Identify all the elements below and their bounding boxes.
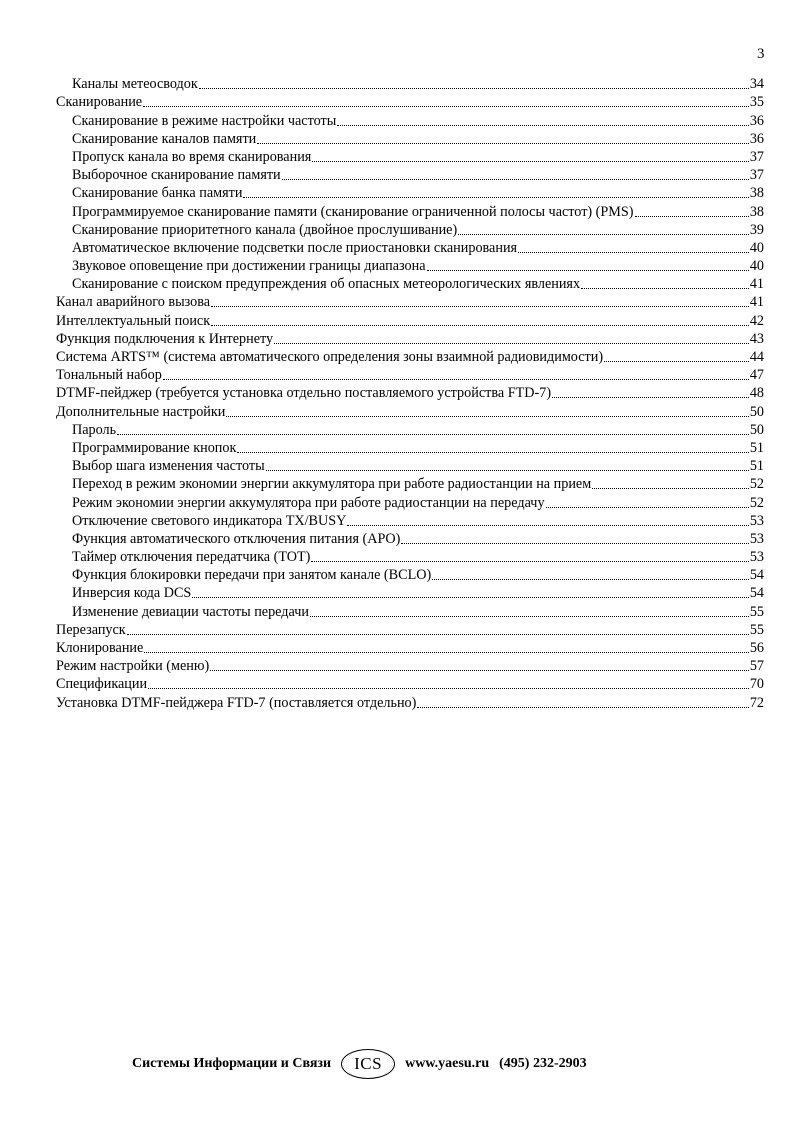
toc-entry-title: Пароль — [72, 421, 117, 438]
dot-leader — [401, 543, 748, 544]
dot-leader — [518, 252, 749, 253]
dot-leader — [337, 125, 749, 126]
toc-entry[interactable] — [56, 530, 764, 548]
dot-leader — [312, 161, 748, 162]
toc-entry-title: Программируемое сканирование памяти (сканирование ограниченной полосы частот) (PMS) — [72, 203, 634, 220]
dot-leader — [117, 434, 749, 435]
dot-leader — [347, 525, 748, 526]
toc-entry-page: 38 — [749, 185, 764, 202]
dot-leader — [148, 688, 749, 689]
toc-entry-page: 36 — [749, 112, 764, 129]
dot-leader — [311, 561, 748, 562]
toc-entry[interactable] — [56, 257, 764, 275]
toc-entry[interactable] — [56, 184, 764, 202]
dot-leader — [243, 197, 748, 198]
toc-entry[interactable] — [56, 421, 764, 439]
toc-entry-title: Сканирование — [56, 94, 143, 111]
toc-entry[interactable] — [56, 330, 764, 348]
dot-leader — [427, 270, 749, 271]
toc-entry-title: Инверсия кода DCS — [72, 585, 192, 602]
toc-entry[interactable] — [56, 166, 764, 184]
toc-entry-title: Сканирование приоритетного канала (двойное прослушивание) — [72, 221, 458, 238]
toc-entry-title: Сканирование каналов памяти — [72, 130, 257, 147]
toc-entry-page: 39 — [749, 221, 764, 238]
toc-entry-title: Перезапуск — [56, 621, 126, 638]
toc-entry-page: 41 — [749, 276, 764, 293]
toc-entry-page: 50 — [749, 403, 764, 420]
toc-entry-page: 37 — [749, 148, 764, 165]
toc-entry[interactable] — [56, 602, 764, 620]
toc-entry[interactable] — [56, 366, 764, 384]
footer-website: www.yaesu.ru — [405, 1056, 490, 1071]
toc-entry[interactable] — [56, 621, 764, 639]
toc-entry-title: Программирование кнопок — [72, 439, 237, 456]
dot-leader — [635, 216, 749, 217]
dot-leader — [310, 616, 749, 617]
toc-entry-page: 43 — [749, 330, 764, 347]
toc-entry-page: 57 — [749, 658, 764, 675]
toc-entry[interactable] — [56, 111, 764, 129]
toc-entry[interactable] — [56, 584, 764, 602]
dot-leader — [266, 470, 749, 471]
toc-entry-page: 51 — [749, 439, 764, 456]
toc-entry-page: 37 — [749, 167, 764, 184]
dot-leader — [226, 416, 748, 417]
dot-leader — [552, 397, 749, 398]
dot-leader — [210, 670, 749, 671]
toc-entry[interactable] — [56, 548, 764, 566]
toc-entry-page: 55 — [749, 621, 764, 638]
toc-entry-page: 36 — [749, 130, 764, 147]
dot-leader — [546, 507, 749, 508]
toc-entry-title: Изменение девиации частоты передачи — [72, 603, 309, 620]
dot-leader — [432, 579, 749, 580]
dot-leader — [592, 488, 749, 489]
toc-entry-title: Автоматическое включение подсветки после приостановки сканирования — [72, 239, 518, 256]
toc-entry-title: Пропуск канала во время сканирования — [72, 148, 312, 165]
toc-entry[interactable] — [56, 384, 764, 402]
toc-entry-page: 55 — [749, 603, 764, 620]
dot-leader — [458, 234, 749, 235]
toc-entry[interactable] — [56, 93, 764, 111]
toc-entry-title: Выборочное сканирование памяти — [72, 167, 281, 184]
toc-entry[interactable] — [56, 402, 764, 420]
toc-entry-page: 48 — [749, 385, 764, 402]
toc-entry-title: Выбор шага изменения частоты — [72, 458, 265, 475]
toc-entry-title: Установка DTMF-пейджера FTD-7 (поставляется отдельно) — [56, 694, 417, 711]
toc-entry[interactable] — [56, 657, 764, 675]
toc-entry-page: 53 — [749, 549, 764, 566]
toc-entry-page: 54 — [749, 567, 764, 584]
toc-entry[interactable] — [56, 202, 764, 220]
dot-leader — [274, 343, 749, 344]
toc-entry[interactable] — [56, 493, 764, 511]
toc-entry-title: Переход в режим экономии энергии аккумулятора при работе радиостанции на прием — [72, 476, 592, 493]
toc-entry-title: Функция подключения к Интернету — [56, 330, 274, 347]
toc-entry-title: Функция блокировки передачи при занятом канале (BCLO) — [72, 567, 432, 584]
dot-leader — [417, 707, 748, 708]
toc-entry-page: 38 — [749, 203, 764, 220]
table-of-contents — [56, 75, 764, 712]
toc-entry-page: 52 — [749, 476, 764, 493]
toc-entry-page: 40 — [749, 258, 764, 275]
toc-entry-page: 52 — [749, 494, 764, 511]
toc-entry-page: 34 — [749, 76, 764, 93]
toc-entry[interactable] — [56, 239, 764, 257]
toc-entry-title: Таймер отключения передатчика (TOT) — [72, 549, 311, 566]
toc-entry-page: 56 — [749, 640, 764, 656]
toc-entry-title: Клонирование — [56, 640, 144, 656]
toc-entry[interactable] — [56, 311, 764, 329]
dot-leader — [282, 179, 749, 180]
dot-leader — [199, 88, 749, 89]
toc-entry-page: 35 — [749, 94, 764, 111]
toc-entry-page: 44 — [749, 349, 764, 365]
footer — [132, 1049, 587, 1079]
toc-entry[interactable] — [56, 293, 764, 311]
toc-entry-page: 41 — [749, 294, 764, 311]
toc-entry[interactable] — [56, 275, 764, 293]
ics-logo: ICS — [341, 1049, 395, 1079]
toc-entry-page: 51 — [749, 458, 764, 475]
dot-leader — [211, 325, 749, 326]
toc-entry-title: Спецификации — [56, 676, 148, 693]
toc-entry[interactable] — [56, 475, 764, 493]
dot-leader — [581, 288, 749, 289]
toc-entry-title: Тональный набор — [56, 367, 162, 384]
footer-phone: (495) 232-2903 — [499, 1056, 587, 1071]
toc-entry[interactable] — [56, 457, 764, 475]
toc-entry-title: DTMF-пейджер (требуется установка отдельно поставляемого устройства FTD-7) — [56, 385, 552, 402]
toc-entry[interactable] — [56, 75, 764, 93]
toc-entry-page: 70 — [749, 676, 764, 693]
toc-entry-title: Каналы метеосводок — [72, 76, 198, 93]
toc-entry[interactable] — [56, 566, 764, 584]
dot-leader — [604, 361, 749, 362]
toc-entry[interactable] — [56, 130, 764, 148]
toc-entry-title: Режим экономии энергии аккумулятора при работе радиостанции на передачу — [72, 494, 545, 511]
toc-entry-page: 72 — [749, 694, 764, 711]
toc-entry[interactable] — [56, 512, 764, 530]
toc-entry[interactable] — [56, 348, 764, 366]
toc-entry-title: Интеллектуальный поиск — [56, 312, 211, 329]
toc-entry-page: 53 — [749, 512, 764, 529]
footer-company: Системы Информации и Связи — [132, 1056, 332, 1071]
toc-entry[interactable] — [56, 221, 764, 239]
toc-entry-title: Режим настройки (меню) — [56, 658, 210, 675]
toc-entry[interactable] — [56, 693, 764, 711]
toc-entry-page: 50 — [749, 421, 764, 438]
dot-leader — [143, 106, 749, 107]
toc-entry-title: Функция автоматического отключения питания (APO) — [72, 530, 401, 547]
toc-entry-title: Канал аварийного вызова — [56, 294, 211, 311]
dot-leader — [237, 452, 748, 453]
toc-entry-page: 54 — [749, 585, 764, 602]
dot-leader — [211, 306, 749, 307]
dot-leader — [127, 634, 749, 635]
toc-entry-title: Система ARTS™ (система автоматического определения зоны взаимной радиовидимости) — [56, 349, 604, 365]
toc-entry-page: 53 — [749, 530, 764, 547]
dot-leader — [144, 652, 749, 653]
dot-leader — [257, 143, 749, 144]
toc-entry-title: Сканирование с поиском предупреждения об опасных метеорологических явлениях — [72, 276, 581, 293]
page-number: 3 — [757, 46, 765, 62]
toc-entry[interactable] — [56, 639, 764, 657]
dot-leader — [192, 597, 748, 598]
dot-leader — [163, 379, 749, 380]
toc-entry-title: Звуковое оповещение при достижении границы диапазона — [72, 258, 426, 275]
toc-entry-title: Отключение светового индикатора TX/BUSY — [72, 512, 347, 529]
toc-entry-page: 40 — [749, 239, 764, 256]
toc-entry-page: 42 — [749, 312, 764, 329]
toc-entry-title: Сканирование банка памяти — [72, 185, 243, 202]
toc-entry[interactable] — [56, 675, 764, 693]
toc-entry-title: Сканирование в режиме настройки частоты — [72, 112, 337, 129]
toc-entry-page: 47 — [749, 367, 764, 384]
toc-entry-title: Дополнительные настройки — [56, 403, 226, 420]
toc-entry[interactable] — [56, 148, 764, 166]
toc-entry[interactable] — [56, 439, 764, 457]
